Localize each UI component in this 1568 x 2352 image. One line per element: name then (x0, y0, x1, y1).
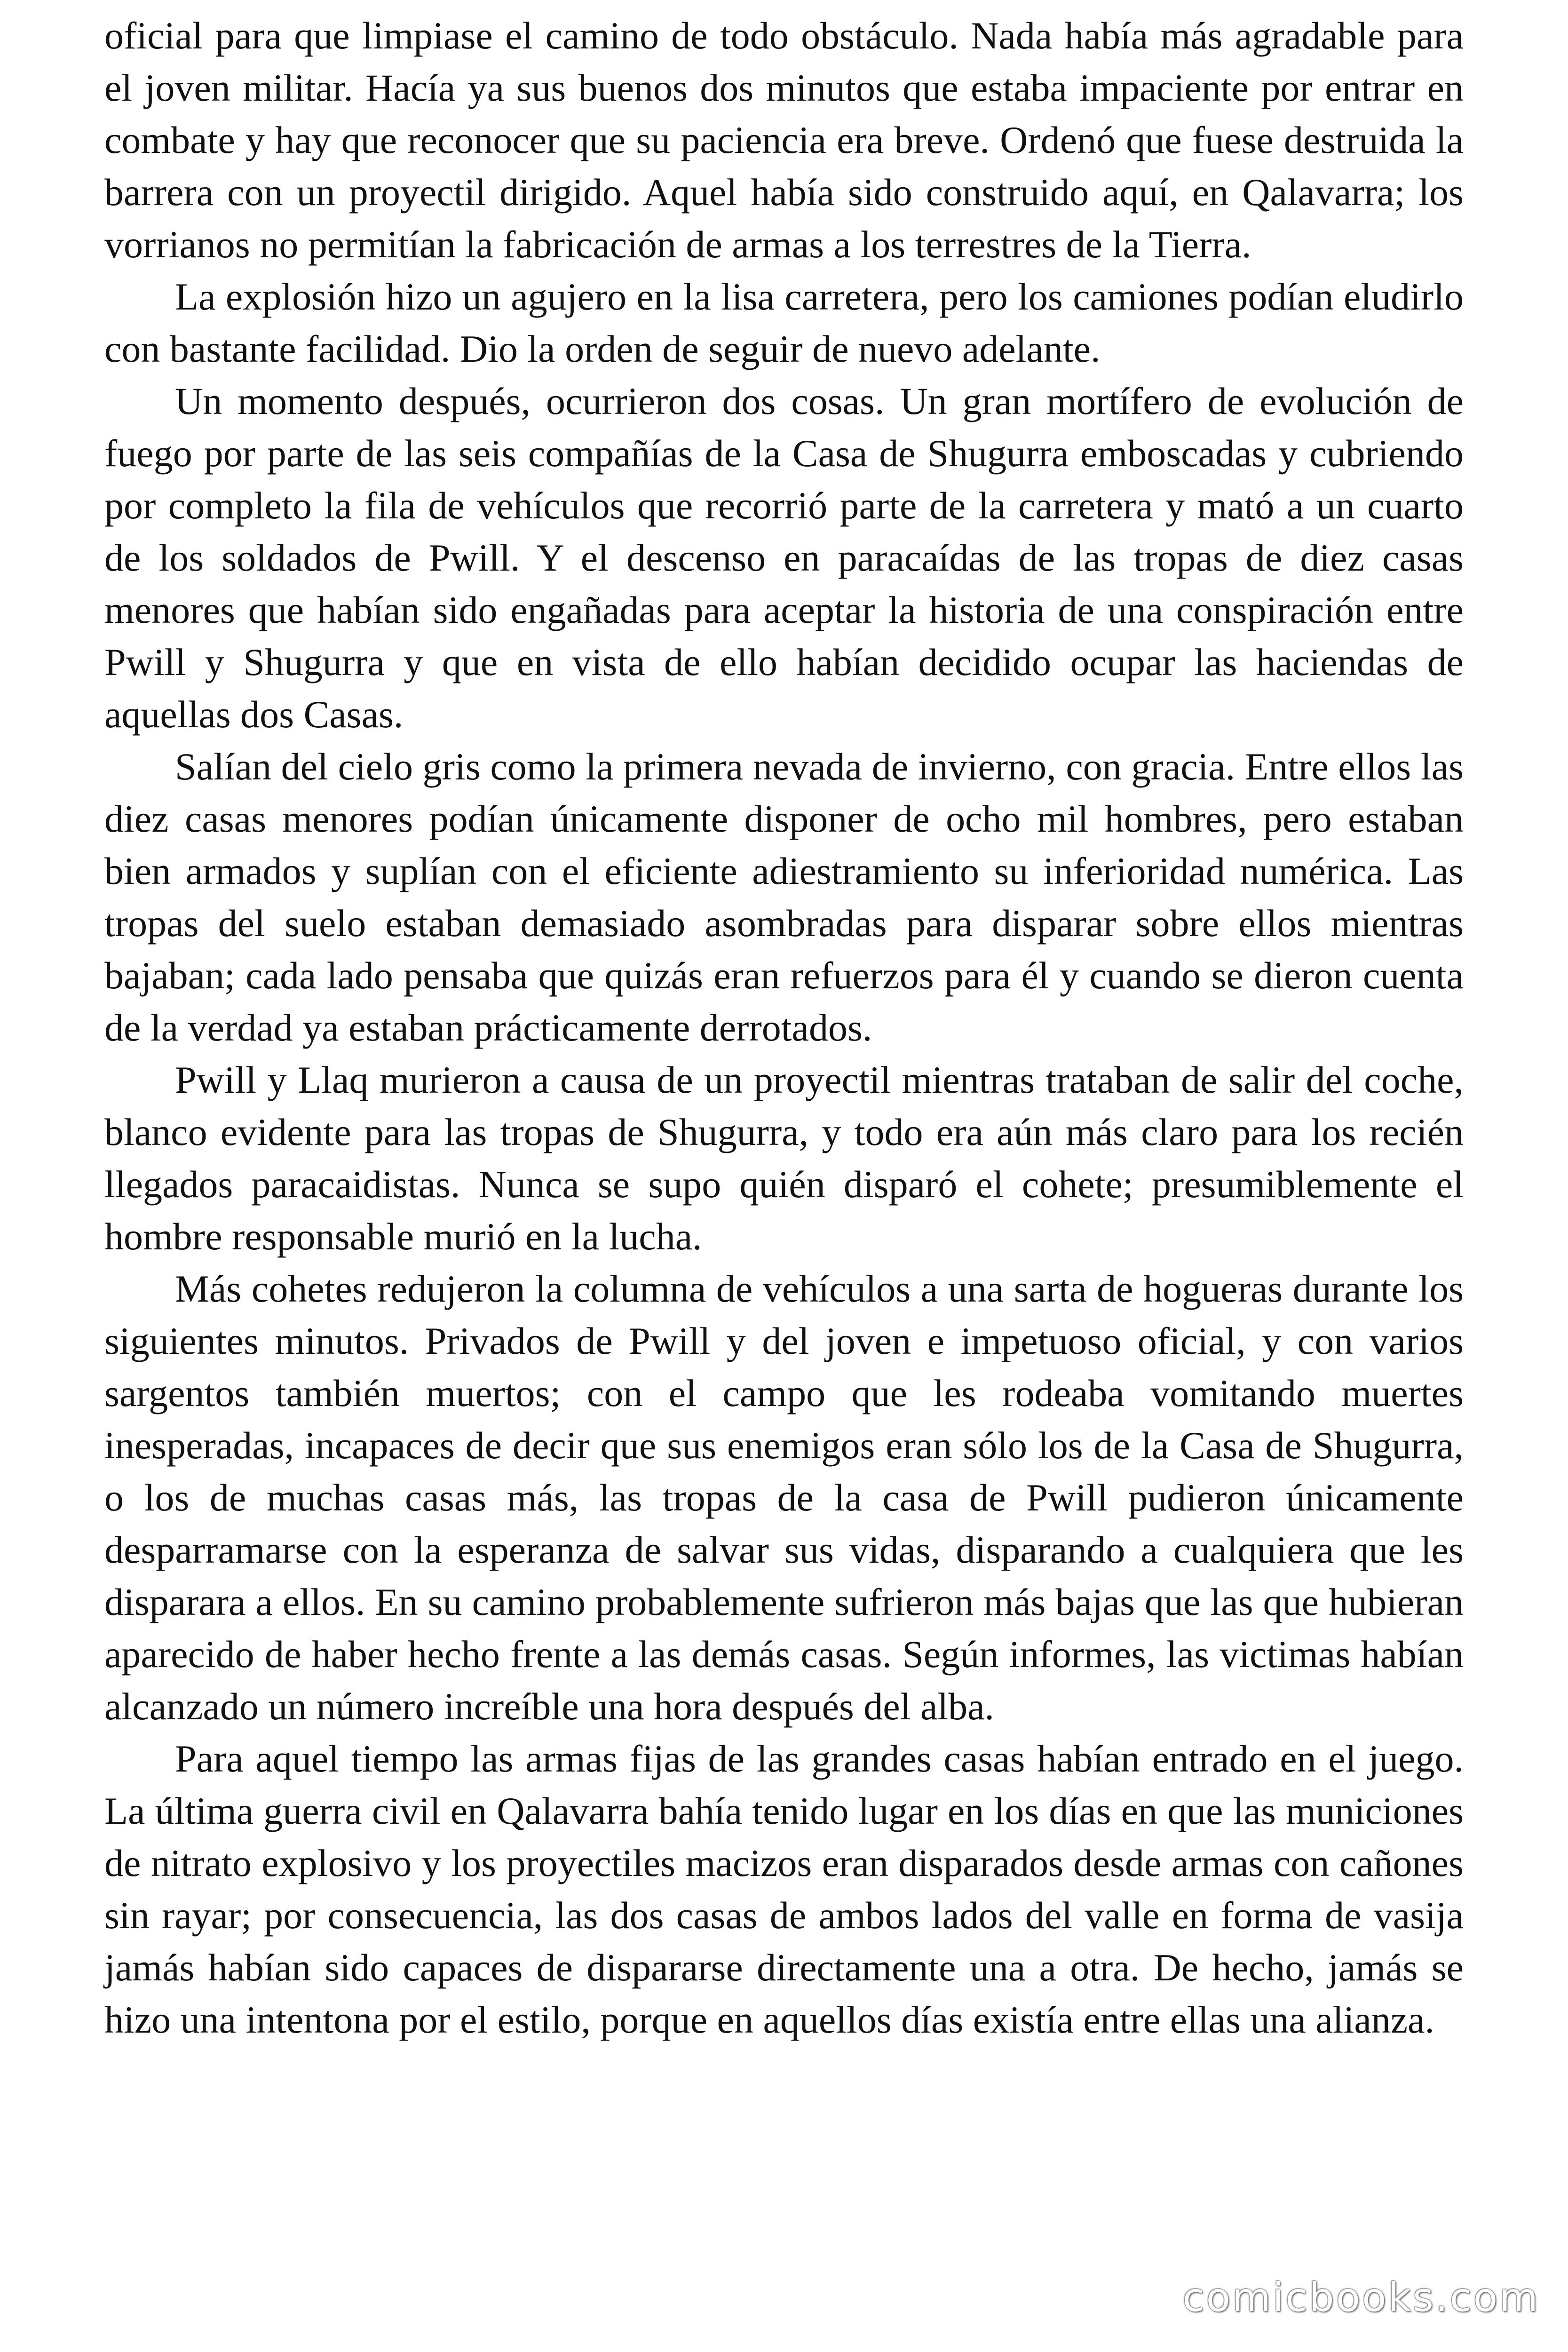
paragraph-2: La explosión hizo un agujero en la lisa carretera, pero los camiones podían eludirlo con bastante facilidad. Dio la orden de seguir de nuevo adelante. (104, 275, 1464, 370)
paragraph-6: Más cohetes redujeron la columna de vehículos a una sarta de hogueras durante los siguientes minutos. Privados de Pwill y del joven e impetuoso oficial, y con varios sargentos también muertos; con el campo que les rodeaba vomitando muertes inesperadas, incapaces de decir que sus enemigos eran sólo los de la Casa de Shugurra, o los de muchas casas más, las tropas de la casa de Pwill pudieron únicamente desparramarse con la esperanza de salvar sus vidas, disparando a cualquiera que les disparara a ellos. En su camino probablemente sufrieron más bajas que las que hubieran aparecido de haber hecho frente a las demás casas. Según informes, las victimas habían alcanzado un número increíble una hora después del alba. (104, 1267, 1464, 1728)
body-text (104, 9, 1464, 2046)
paragraph-3: Un momento después, ocurrieron dos cosas. Un gran mortífero de evolución de fuego por parte de las seis compañías de la Casa de Shugurra emboscadas y cubriendo por completo la fila de vehículos que recorrió parte de la carretera y mató a un cuarto de los soldados de Pwill. Y el descenso en paracaídas de las tropas de diez casas menores que habían sido engañadas para aceptar la historia de una conspiración entre Pwill y Shugurra y que en vista de ello habían decidido ocupar las haciendas de aquellas dos Casas. (104, 380, 1464, 736)
paragraph-1: oficial para que limpiase el camino de todo obstáculo. Nada había más agradable para el joven militar. Hacía ya sus buenos dos minutos que estaba impaciente por entrar en combate y hay que reconocer que su paciencia era breve. Ordenó que fuese destruida la barrera con un proyectil dirigido. Aquel había sido construido aquí, en Qalavarra; los vorrianos no permitían la fabricación de armas a los terrestres de la Tierra. (104, 14, 1464, 266)
paragraph-5: Pwill y Llaq murieron a causa de un proyectil mientras trataban de salir del coche, blanco evidente para las tropas de Shugurra, y todo era aún más claro para los recién llegados paracaidistas. Nunca se supo quién disparó el cohete; presumiblemente el hombre responsable murió en la lucha. (104, 1058, 1464, 1258)
paragraph-7: Para aquel tiempo las armas fijas de las grandes casas habían entrado en el juego. La última guerra civil en Qalavarra bahía tenido lugar en los días en que las municiones de nitrato explosivo y los proyectiles macizos eran disparados desde armas con cañones sin rayar; por consecuencia, las dos casas de ambos lados del valle en forma de vasija jamás habían sido capaces de dispararse directamente una a otra. De hecho, jamás se hizo una intentona por el estilo, porque en aquellos días existía entre ellas una alianza. (104, 1737, 1464, 2041)
paragraph-4: Salían del cielo gris como la primera nevada de invierno, con gracia. Entre ellos las diez casas menores podían únicamente disponer de ocho mil hombres, pero estaban bien armados y suplían con el eficiente adiestramiento su inferioridad numérica. Las tropas del suelo estaban demasiado asombradas para disparar sobre ellos mientras bajaban; cada lado pensaba que quizás eran refuerzos para él y cuando se dieron cuenta de la verdad ya estaban prácticamente derrotados. (104, 745, 1464, 1049)
watermark: comicbooks.com (1182, 2274, 1540, 2320)
